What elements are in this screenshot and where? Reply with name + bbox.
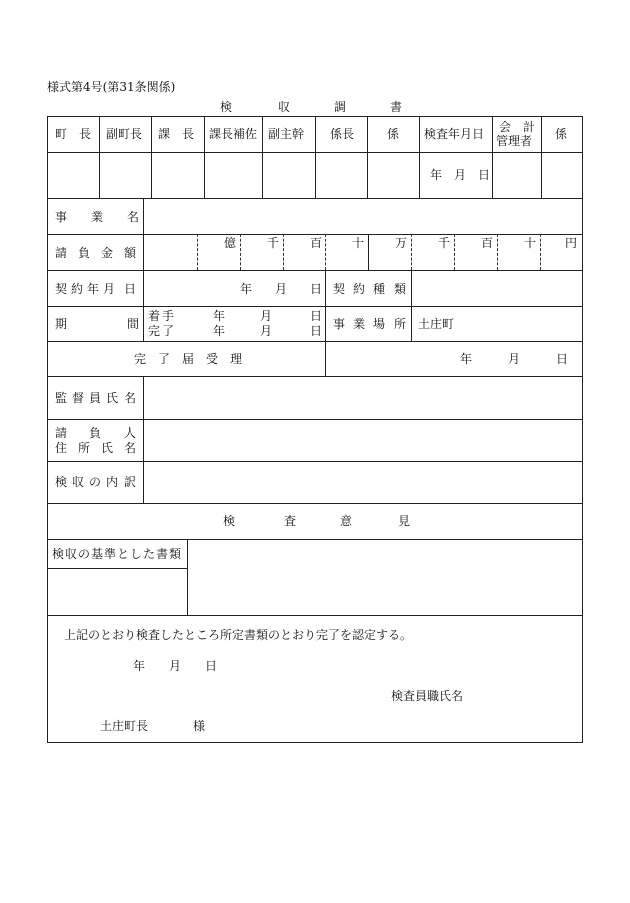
grid-line xyxy=(47,376,583,377)
grid-line xyxy=(411,270,412,341)
title-char-1: 検 xyxy=(220,100,233,114)
contract-day: 日 xyxy=(310,282,323,296)
grid-line xyxy=(143,376,144,503)
period-start-day: 日 xyxy=(310,309,323,323)
amount-divider xyxy=(325,234,326,270)
contract-year: 年 xyxy=(240,282,253,296)
label-breakdown-2: 収 xyxy=(72,475,85,489)
header-accounting-top: 会 計 xyxy=(499,120,536,134)
header-accounting-bottom: 管理者 xyxy=(496,134,533,148)
grid-line xyxy=(582,116,583,743)
label-address-1: 住 xyxy=(55,441,68,455)
cert-month: 月 xyxy=(169,659,182,673)
label-ctype-4: 類 xyxy=(394,282,407,296)
unit-hyaku-2: 百 xyxy=(481,236,494,250)
grid-line xyxy=(492,116,493,198)
label-ctype-3: 種 xyxy=(373,282,386,296)
grid-line xyxy=(325,270,326,376)
label-breakdown-5: 訳 xyxy=(124,475,137,489)
header-deputy-director: 副主幹 xyxy=(268,127,305,141)
label-cdate-5: 日 xyxy=(124,282,137,296)
label-site-2: 業 xyxy=(353,317,366,331)
grid-line xyxy=(419,116,420,198)
header-section-chief: 課 長 xyxy=(158,127,195,141)
label-opinion-2: 査 xyxy=(284,514,297,528)
period-start-month: 月 xyxy=(260,309,273,323)
grid-line xyxy=(367,116,368,198)
period-end-year: 年 xyxy=(213,324,226,338)
label-address-2: 所 xyxy=(78,441,91,455)
unit-man: 万 xyxy=(395,236,408,250)
label-cdate-1: 契 xyxy=(55,282,68,296)
period-end-label: 完了 xyxy=(148,324,177,338)
completion-year: 年 xyxy=(460,352,473,366)
grid-line xyxy=(47,419,583,420)
label-supervisor-4: 氏 xyxy=(106,391,119,405)
label-criteria-docs: 検収の基準とした書類 xyxy=(52,547,183,561)
label-contractor-2: 負 xyxy=(89,426,102,440)
amount-divider xyxy=(454,234,455,270)
grid-line xyxy=(143,306,144,341)
grid-line xyxy=(315,116,316,198)
form-code: 様式第4号(第31条関係) xyxy=(47,80,176,94)
header-staff: 係 xyxy=(387,127,400,141)
header-deputy-mayor: 副町長 xyxy=(106,127,143,141)
period-end-month: 月 xyxy=(260,324,273,338)
label-supervisor-3: 員 xyxy=(89,391,102,405)
unit-sen-1: 千 xyxy=(267,236,280,250)
label-site-1: 事 xyxy=(333,317,346,331)
label-completion-notice: 完 了 届 受 理 xyxy=(134,352,243,366)
period-start-year: 年 xyxy=(213,309,226,323)
label-ctype-1: 契 xyxy=(333,282,346,296)
amount-divider xyxy=(497,234,498,270)
label-supervisor-2: 督 xyxy=(72,391,85,405)
grid-line xyxy=(47,116,48,743)
grid-line xyxy=(151,116,152,198)
unit-hyaku-1: 百 xyxy=(310,236,323,250)
label-period-1: 期 xyxy=(55,317,68,331)
label-amount-2: 負 xyxy=(78,246,91,260)
label-project-1: 事 xyxy=(55,210,68,224)
site-value: 土庄町 xyxy=(418,317,455,331)
period-start-label: 着手 xyxy=(148,309,177,323)
unit-juu-1: 十 xyxy=(352,236,365,250)
label-cdate-3: 年 xyxy=(87,282,100,296)
certification-statement: 上記のとおり検査したところ所定書類のとおり完了を認定する。 xyxy=(64,628,413,642)
label-contractor-1: 請 xyxy=(55,426,68,440)
grid-line xyxy=(143,198,144,306)
unit-en: 円 xyxy=(565,236,578,250)
label-amount-3: 金 xyxy=(101,246,114,260)
header-mayor: 町 長 xyxy=(55,127,92,141)
label-ctype-2: 約 xyxy=(353,282,366,296)
inspection-month: 月 xyxy=(454,168,467,182)
grid-line xyxy=(187,539,188,615)
unit-juu-2: 十 xyxy=(524,236,537,250)
grid-line xyxy=(368,234,369,270)
completion-day: 日 xyxy=(556,352,569,366)
label-opinion-1: 検 xyxy=(223,514,236,528)
inspector-label: 検査員職氏名 xyxy=(391,689,464,703)
grid-line xyxy=(204,116,205,198)
label-opinion-4: 見 xyxy=(398,514,411,528)
label-supervisor-1: 監 xyxy=(55,391,68,405)
cert-day: 日 xyxy=(205,659,218,673)
addressee: 土庄町長 xyxy=(100,719,149,733)
grid-line xyxy=(47,270,583,271)
amount-divider xyxy=(540,234,541,270)
label-site-3: 場 xyxy=(373,317,386,331)
label-address-3: 氏 xyxy=(101,441,114,455)
label-breakdown-3: の xyxy=(89,475,102,489)
grid-line xyxy=(47,306,583,307)
title-char-2: 収 xyxy=(278,100,291,114)
grid-line xyxy=(99,116,100,198)
amount-divider xyxy=(197,234,198,270)
grid-line xyxy=(47,539,583,540)
amount-divider xyxy=(411,234,412,270)
contract-month: 月 xyxy=(275,282,288,296)
amount-divider xyxy=(240,234,241,270)
unit-oku: 億 xyxy=(224,236,237,250)
label-period-2: 間 xyxy=(127,317,140,331)
inspection-day: 日 xyxy=(478,168,491,182)
cert-year: 年 xyxy=(133,659,146,673)
grid-line xyxy=(47,341,583,342)
label-supervisor-5: 名 xyxy=(124,391,137,405)
label-contractor-3: 人 xyxy=(124,426,137,440)
period-end-day: 日 xyxy=(310,324,323,338)
amount-divider xyxy=(283,234,284,270)
grid-line xyxy=(262,116,263,198)
label-breakdown-1: 検 xyxy=(55,475,68,489)
grid-line xyxy=(47,234,583,235)
grid-line xyxy=(47,615,583,616)
title-char-3: 調 xyxy=(334,100,347,114)
honorific: 様 xyxy=(193,719,206,733)
grid-line xyxy=(47,461,583,462)
label-cdate-4: 月 xyxy=(103,282,116,296)
label-amount-4: 額 xyxy=(124,246,137,260)
grid-line xyxy=(47,568,187,569)
header-assistant-chief: 課長補佐 xyxy=(209,127,258,141)
label-address-4: 名 xyxy=(124,441,137,455)
label-opinion-3: 意 xyxy=(340,514,353,528)
unit-sen-2: 千 xyxy=(438,236,451,250)
title-char-4: 書 xyxy=(390,100,403,114)
grid-line xyxy=(47,198,583,199)
grid-line xyxy=(47,742,583,743)
header-accounting-staff: 係 xyxy=(555,127,568,141)
grid-line xyxy=(47,503,583,504)
label-project-2: 業 xyxy=(91,210,104,224)
label-site-4: 所 xyxy=(394,317,407,331)
header-unit-chief: 係長 xyxy=(330,127,355,141)
header-inspection-date: 検査年月日 xyxy=(424,127,485,141)
label-cdate-2: 約 xyxy=(71,282,84,296)
completion-month: 月 xyxy=(508,352,521,366)
grid-line xyxy=(541,116,542,198)
inspection-year: 年 xyxy=(430,168,443,182)
label-breakdown-4: 内 xyxy=(106,475,119,489)
label-amount-1: 請 xyxy=(55,246,68,260)
label-project-3: 名 xyxy=(127,210,140,224)
